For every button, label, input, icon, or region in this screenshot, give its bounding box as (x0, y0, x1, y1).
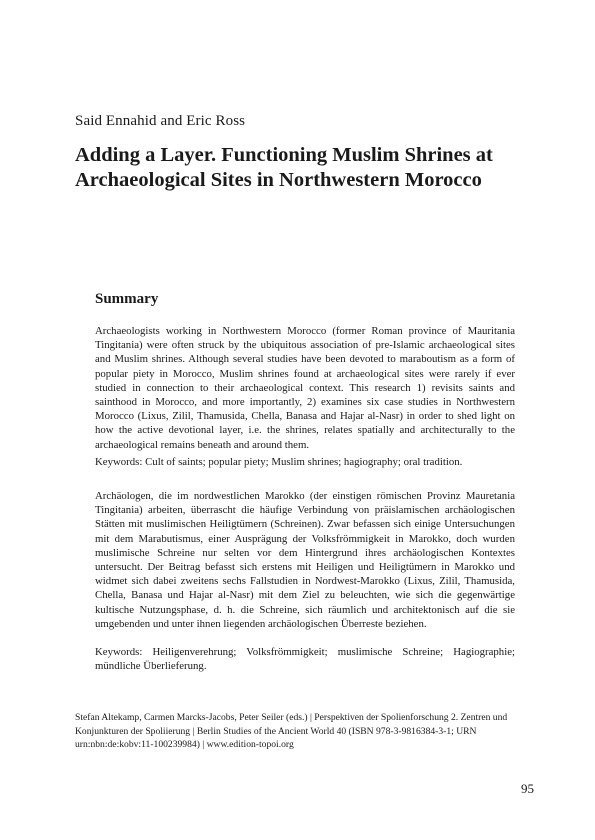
keywords-german (95, 645, 515, 673)
keywords-label: Keywords: (95, 646, 143, 658)
summary-heading: Summary (95, 291, 159, 307)
citation-footer: Stefan Altekamp, Carmen Marcks-Jacobs, Peter Seiler (eds.) | Perspektiven der Spolienforschung 2. Zentren und Konjunkturen der Spoliierung | Berlin Studies of the Ancient World 40 (ISBN 978-3-9816384-3-1; URN urn:nbn:de:kobv:11-100239984) | www.edition-topoi.org (75, 712, 508, 750)
keywords-english (95, 455, 515, 469)
abstract-english: Archaeologists working in Northwestern Morocco (former Roman province of Mauritania Tingitania) were often struck by the ubiquitous association of pre-Islamic archaeological sites and Muslim shrines. Although several studies have been devoted to maraboutism as a form of popular piety in Morocco, Muslim shrines found at archaeological sites were rarely if ever studied in connection to their archaeological context. This research 1) revisits saints and sainthood in Morocco, and more importantly, 2) examines six case studies in Northwestern Morocco (Lixus, Zilil, Thamusida, Chella, Banasa and Hajar al-Nasr) in order to shed light on how the active devotional layer, i.e. the shrines, relates spatially and architecturally to the archaeological remains beneath and around them. (95, 325, 515, 451)
title-line-1: Adding a Layer. Functioning Muslim Shrines at (75, 144, 493, 166)
keywords-label: Keywords: (95, 456, 143, 468)
keywords-list: Cult of saints; popular piety; Muslim shrines; hagiography; oral tradition. (145, 456, 463, 468)
title-line-2: Archaeological Sites in Northwestern Morocco (75, 169, 482, 191)
authors: Said Ennahid and Eric Ross (75, 113, 246, 129)
article-title (75, 143, 545, 193)
keywords-list: Heiligenverehrung; Volksfrömmigkeit; muslimische Schreine; Hagiographie; mündliche Überlieferung. (95, 646, 515, 673)
page-number: 95 (521, 781, 534, 796)
abstract-german: Archäologen, die im nordwestlichen Marokko (der einstigen römischen Provinz Mauretania Tingitania) arbeiten, überrascht die häufige Verbindung von präislamischen archäologischen Stätten mit muslimischen Heiligtümern (Schreinen). Zwar befassen sich einige Untersuchungen mit dem Marabutismus, einer Ausprägung der Volksfrömmigkeit in Marokko, doch wurden muslimische Schreine nur selten vor dem Hintergrund ihres archäologischen Kontextes untersucht. Der Beitrag befasst sich erstens mit Heiligen und Heiligtümern in Marokko und widmet sich dabei zweitens sechs Fallstudien in Nordwest-Marokko (Lixus, Zilil, Thamusida, Chella, Banasa und Hajar al-Nasr) mit dem Ziel zu beleuchten, wie sich die gegenwärtige kultische Nutzungsphase, d. h. die Schreine, sich räumlich und architektonisch auf die sie umgebenden und unter ihnen liegenden archäologischen Überreste beziehen. (95, 490, 515, 630)
